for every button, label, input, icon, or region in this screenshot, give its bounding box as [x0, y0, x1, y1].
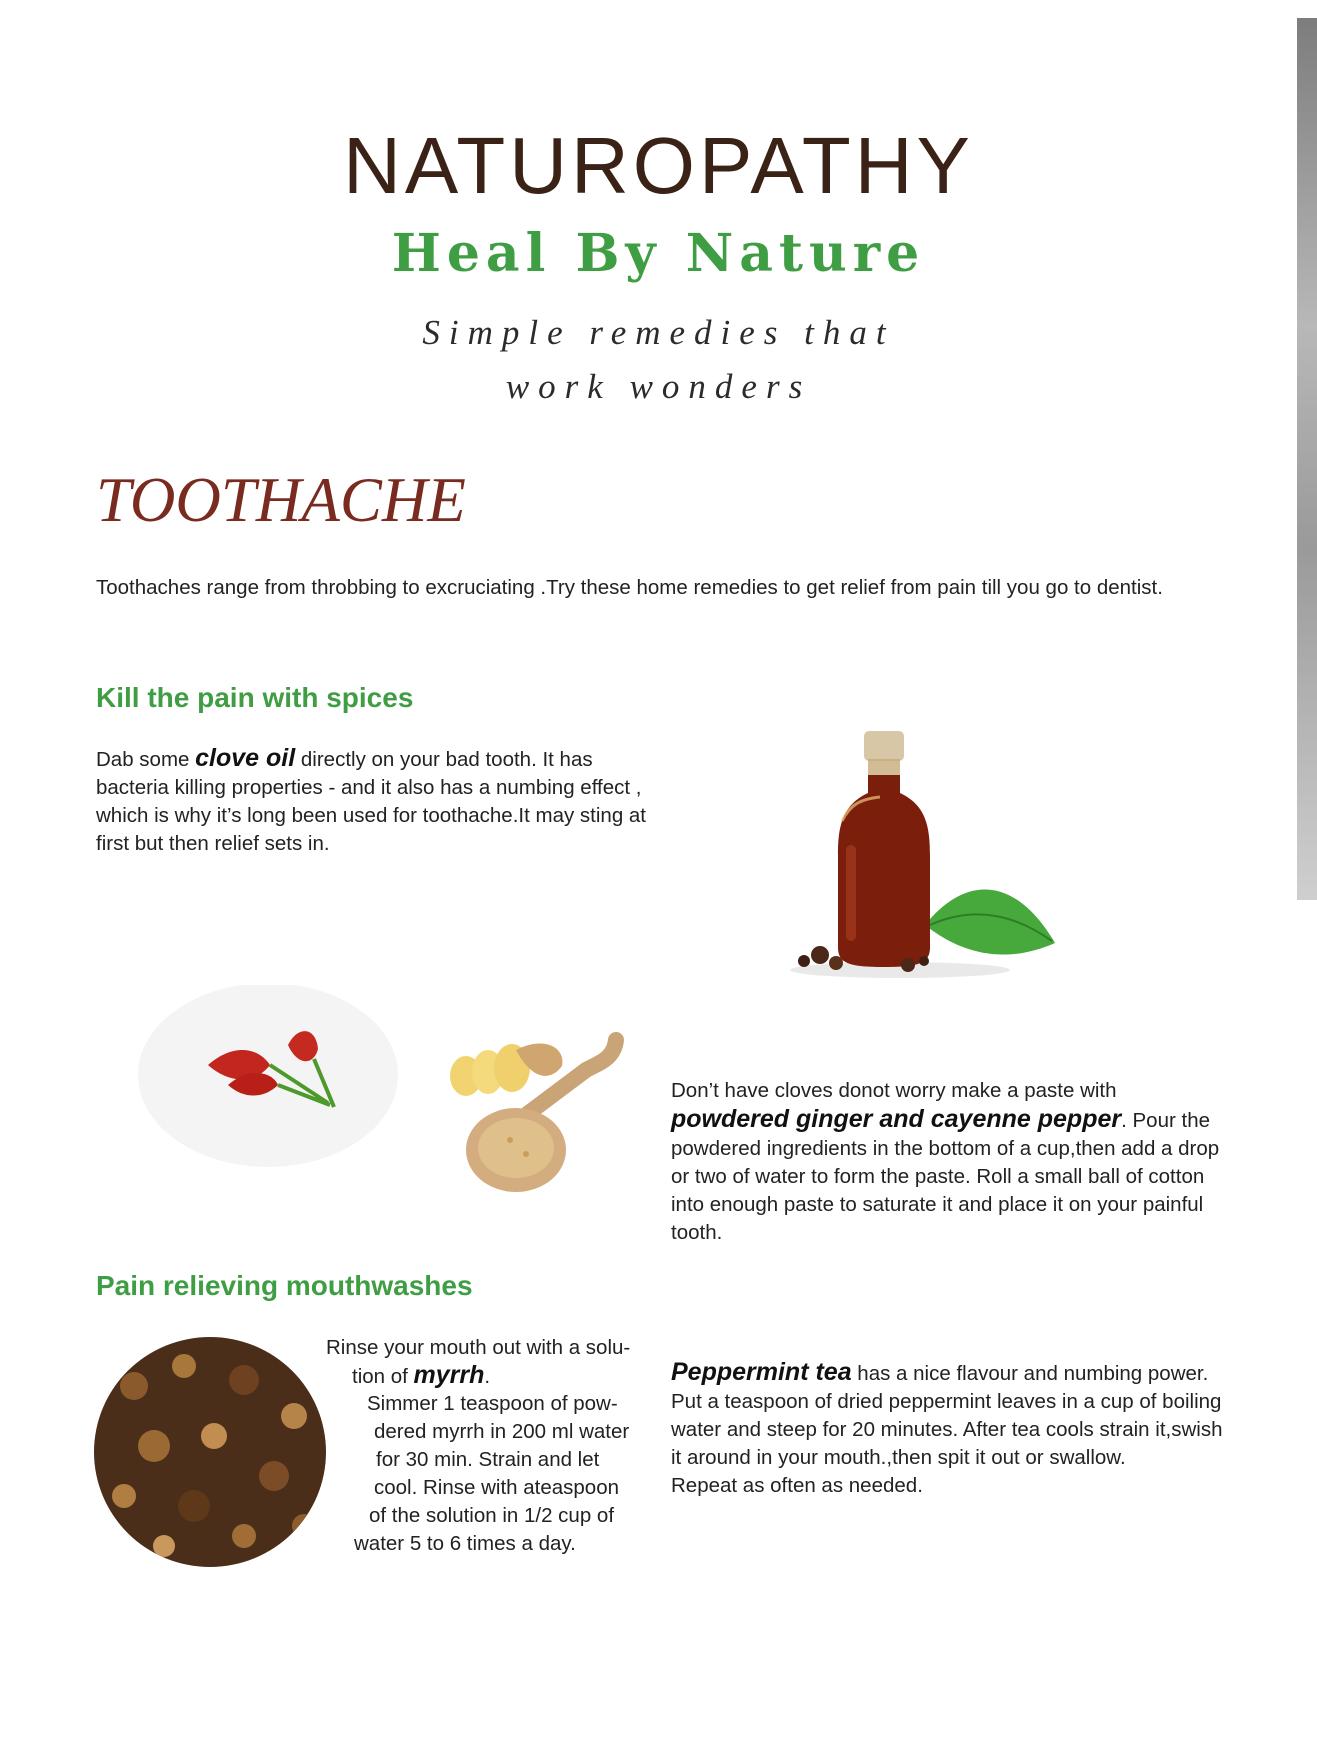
red-chilli-image	[138, 985, 400, 1175]
clove-oil-emphasis: clove oil	[195, 744, 296, 772]
myrrh-paragraph	[0, 1334, 660, 1594]
magazine-title: NATUROPATHY	[343, 121, 974, 210]
ginger-cayenne-emphasis: powdered ginger and cayenne pepper	[671, 1105, 1122, 1133]
clove-text-before: Dab some	[96, 748, 196, 771]
peppermint-emphasis: Peppermint tea	[671, 1358, 852, 1386]
peppermint-text: has a nice flavour and numbing power. Put a teaspoon of dried peppermint leaves in a cup of boiling water and steep for 20 minutes. After tea cools strain it,swish it around in your mouth.,then spit it out or swallow.	[671, 1362, 1223, 1469]
clove-oil-paragraph	[96, 744, 656, 858]
peppermint-repeat: Repeat as often as needed.	[671, 1474, 923, 1497]
ginger-text-before: Don’t have cloves donot worry make a paste with	[671, 1079, 1117, 1102]
myrrh-period: .	[484, 1365, 491, 1388]
ginger-powder-image	[446, 1030, 626, 1198]
mouthwash-heading: Pain relieving mouthwashes	[96, 1270, 473, 1301]
ginger-paste-paragraph	[671, 1077, 1231, 1247]
myrrh-line-5: for 30 min. Strain and let	[376, 1448, 600, 1471]
myrrh-line-1: Rinse your mouth out with a solu-	[326, 1336, 631, 1359]
myrrh-line-8: water 5 to 6 times a day.	[354, 1532, 576, 1555]
spices-heading: Kill the pain with spices	[96, 682, 414, 713]
ginger-text-after: . Pour the powdered ingredients in the bottom of a cup,then add a drop or two of water to form the paste. Roll a small ball of cotton into enough paste to saturate it and place it on your painful tooth.	[671, 1109, 1220, 1244]
myrrh-text-before: tion of	[352, 1365, 414, 1388]
myrrh-emphasis: myrrh	[413, 1361, 485, 1389]
article-intro: Toothaches range from throbbing to excruciating .Try these home remedies to get relief from pain till you go to dentist.	[96, 576, 1163, 599]
myrrh-line-6: cool. Rinse with ateaspoon	[374, 1476, 620, 1499]
clove-text-after: directly on your bad tooth. It has bacteria killing properties - and it also has a numbing effect , which is why it’s long been used for toothache.It may sting at first but then relief sets in.	[96, 748, 647, 855]
article-title: TOOTHACHE	[96, 465, 466, 535]
tagline-line-2: work wonders	[505, 367, 812, 406]
clove-oil-bottle-image	[780, 725, 1060, 990]
peppermint-paragraph	[671, 1358, 1231, 1500]
myrrh-line-4: dered myrrh in 200 ml water	[374, 1420, 630, 1443]
magazine-subtitle: Heal By Nature	[391, 223, 926, 284]
myrrh-line-2	[352, 1361, 490, 1391]
tagline-line-1: Simple remedies that	[422, 313, 895, 352]
myrrh-line-7: of the solution in 1/2 cup of	[369, 1504, 615, 1527]
myrrh-line-3: Simmer 1 teaspoon of pow-	[367, 1392, 618, 1415]
